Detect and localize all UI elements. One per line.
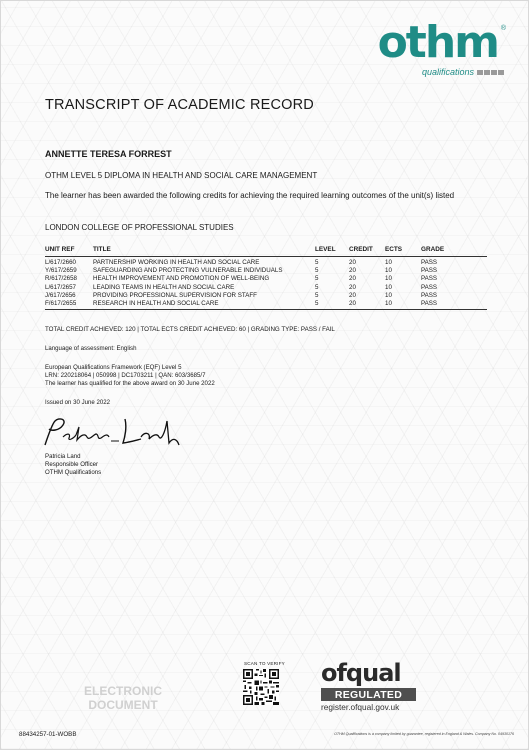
cell-level: 5 — [315, 275, 319, 283]
cell-unit-ref: J/617/2656 — [45, 291, 76, 299]
document-title: TRANSCRIPT OF ACADEMIC RECORD — [45, 97, 314, 113]
watermark-line-1: ELECTRONIC — [84, 684, 162, 698]
logo-blocks-icon — [477, 70, 504, 75]
eqf-level: European Qualifications Framework (EQF) Level 5 — [45, 364, 182, 371]
cell-title: LEADING TEAMS IN HEALTH AND SOCIAL CARE — [93, 283, 235, 291]
cell-title: PROVIDING PROFESSIONAL SUPERVISION FOR STAFF — [93, 291, 257, 299]
table-row — [45, 291, 487, 299]
awarded-statement: The learner has been awarded the following credits for achieving the required learning outcomes of the unit(s) listed — [45, 191, 455, 200]
cell-unit-ref: L/617/2657 — [45, 283, 76, 291]
cell-unit-ref: F/617/2655 — [45, 299, 93, 309]
logo-wordmark: othm — [377, 17, 498, 68]
cell-title: RESEARCH IN HEALTH AND SOCIAL CARE — [93, 299, 315, 309]
cell-title: SAFEGUARDING AND PROTECTING VULNERABLE INDIVIDUALS — [93, 267, 283, 275]
table-row — [45, 267, 487, 275]
cell-credit: 20 — [349, 267, 356, 275]
header-grade: GRADE — [421, 243, 487, 257]
college-name: LONDON COLLEGE OF PROFESSIONAL STUDIES — [45, 223, 234, 232]
cell-level: 5 — [315, 259, 319, 266]
ofqual-logo — [321, 661, 416, 712]
table-row — [45, 299, 487, 309]
logo-registered-mark: ® — [500, 25, 506, 32]
signatory-block — [45, 453, 101, 478]
ofqual-wordmark: ofqual — [321, 659, 401, 687]
cell-ects: 10 — [385, 283, 392, 291]
ofqual-regulated-bar: REGULATED — [321, 688, 416, 701]
signatory-role: Responsible Officer — [45, 461, 99, 469]
cell-credit: 20 — [349, 275, 356, 283]
cell-ects: 10 — [385, 299, 421, 309]
cell-credit: 20 — [349, 283, 356, 291]
award-details — [45, 364, 215, 389]
qr-label: SCAN TO VERIFY — [244, 661, 285, 666]
cell-ects: 10 — [385, 291, 392, 299]
cell-grade: PASS — [421, 299, 487, 309]
cell-unit-ref: Y/617/2659 — [45, 267, 77, 275]
qualified-date: The learner has qualified for the above award on 30 June 2022 — [45, 380, 215, 388]
cell-level: 5 — [315, 299, 349, 309]
issued-date: Issued on 30 June 2022 — [45, 399, 111, 406]
cell-grade: PASS — [421, 275, 438, 283]
table-row — [45, 257, 487, 267]
qr-code-icon[interactable] — [243, 669, 279, 705]
cell-title: HEALTH IMPROVEMENT AND PROMOTION OF WELL-BEING — [93, 275, 270, 283]
cell-grade: PASS — [421, 283, 438, 291]
cell-title: PARTNERSHIP WORKING IN HEALTH AND SOCIAL CARE — [93, 259, 260, 266]
handwritten-signature — [41, 415, 181, 451]
document-reference: 88434257-01-WOBB — [19, 731, 77, 738]
units-table-header — [45, 243, 487, 257]
cell-level: 5 — [315, 267, 319, 275]
credit-totals: TOTAL CREDIT ACHIEVED: 120 | TOTAL ECTS CREDIT ACHIEVED: 60 | GRADING TYPE: PASS / FAIL — [45, 326, 335, 333]
qualification-name: OTHM LEVEL 5 DIPLOMA IN HEALTH AND SOCIAL CARE MANAGEMENT — [45, 171, 318, 180]
units-table — [45, 243, 487, 310]
cell-grade: PASS — [421, 259, 438, 266]
cell-level: 5 — [315, 291, 319, 299]
learner-name: ANNETTE TERESA FORREST — [45, 149, 172, 159]
table-row — [45, 283, 487, 291]
signatory-org: OTHM Qualifications — [45, 469, 102, 477]
cell-ects: 10 — [385, 259, 392, 266]
cell-grade: PASS — [421, 291, 438, 299]
electronic-document-watermark — [63, 684, 183, 712]
ofqual-register-link: register.ofqual.gov.uk — [321, 702, 400, 712]
cell-ects: 10 — [385, 267, 392, 275]
header-ects: ECTS — [385, 243, 421, 257]
cell-credit: 20 — [349, 299, 385, 309]
header-level: LEVEL — [315, 243, 349, 257]
logo-subtitle: qualifications — [421, 67, 474, 77]
cell-unit-ref: L/617/2660 — [45, 259, 76, 266]
lrn-qan: LRN: 220218064 | 050998 | DC1703211 | QAN: 603/3685/7 — [45, 372, 206, 380]
cell-credit: 20 — [349, 259, 356, 266]
header-unit-ref: UNIT REF — [45, 243, 93, 257]
legal-footer: OTHM Qualifications is a company limited by guarantee, registered in England & Wales. Company No. 04930176 — [334, 732, 514, 736]
othm-logo — [376, 17, 506, 77]
cell-grade: PASS — [421, 267, 438, 275]
watermark-line-2: DOCUMENT — [88, 698, 158, 712]
table-row — [45, 275, 487, 283]
signatory-name: Patricia Land — [45, 453, 81, 460]
header-credit: CREDIT — [349, 243, 385, 257]
cell-credit: 20 — [349, 291, 356, 299]
cell-ects: 10 — [385, 275, 392, 283]
header-title: TITLE — [93, 243, 315, 257]
assessment-language: Language of assessment: English — [45, 345, 137, 352]
cell-level: 5 — [315, 283, 319, 291]
cell-unit-ref: R/617/2658 — [45, 275, 77, 283]
